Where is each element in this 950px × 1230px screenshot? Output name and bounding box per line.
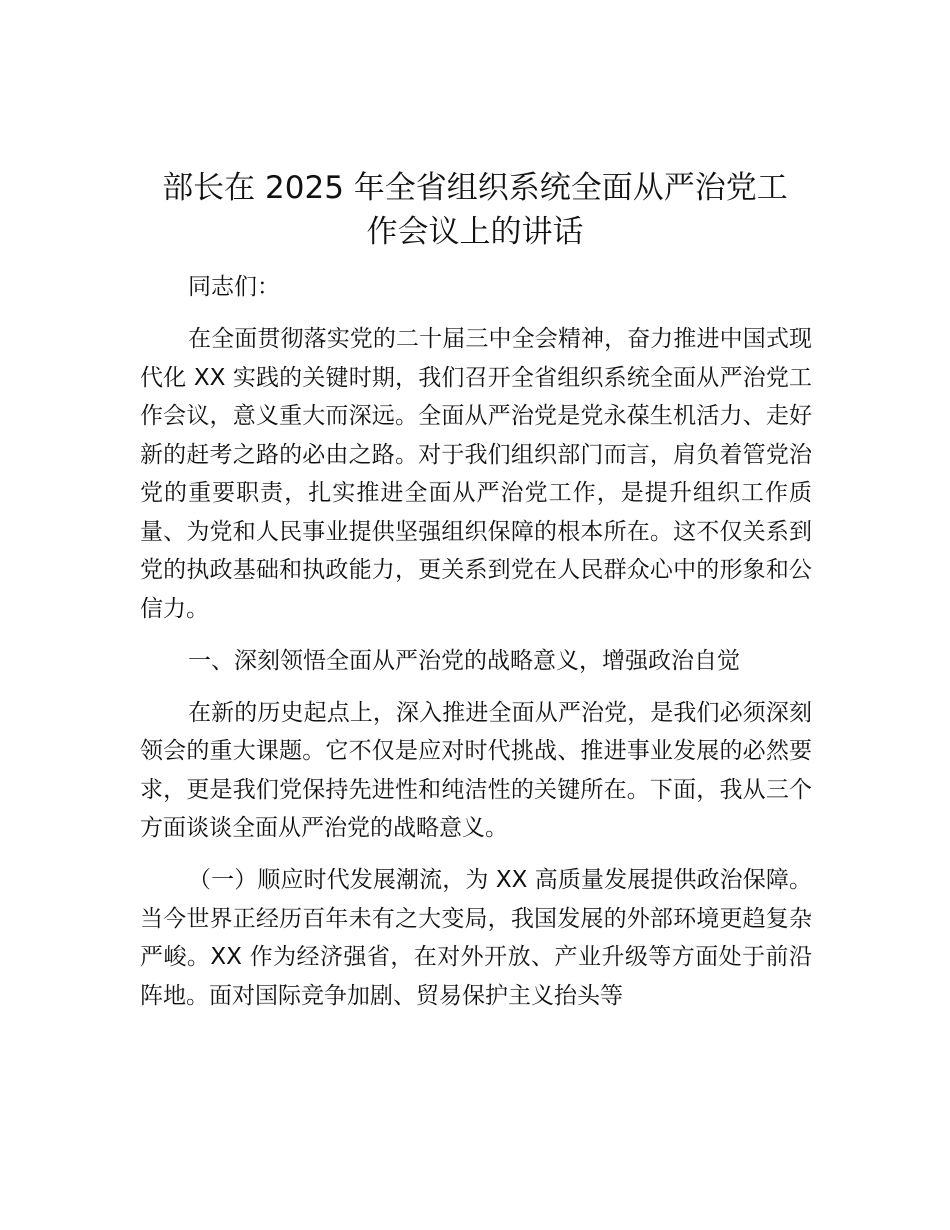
title-line-1: 部长在 2025 年全省组织系统全面从严治党工: [162, 170, 788, 206]
document-body: [140, 268, 812, 1029]
document-title: [140, 166, 810, 254]
paragraph-section-1: 在新的历史起点上，深入推进全面从严治党，是我们必须深刻领会的重大课题。它不仅是应对时代挑战、推进事业发展的必然要求，更是我们党保持先进性和纯洁性的关键所在。下面，我从三个方面谈谈全面从严治党的战略意义。: [140, 699, 812, 841]
section-heading-1: 一、深刻领悟全面从严治党的战略意义，增强政治自觉: [188, 647, 740, 674]
title-line-2: 作会议上的讲话: [366, 214, 584, 250]
paragraph-subsection-1: （一）顺应时代发展潮流，为 XX 高质量发展提供政治保障。当今世界正经历百年未有之大变局，我国发展的外部环境更趋复杂严峻。XX 作为经济强省，在对外开放、产业升级等方面处于前沿阵地。面对国际竞争加剧、贸易保护主义抬头等: [140, 867, 812, 1009]
paragraph-intro: 在全面贯彻落实党的二十届三中全会精神，奋力推进中国式现代化 XX 实践的关键时期，我们召开全省组织系统全面从严治党工作会议，意义重大而深远。全面从严治党是党永葆生机活力、走好新的赶考之路的必由之路。对于我们组织部门而言，肩负着管党治党的重要职责，扎实推进全面从严治党工作，是提升组织工作质量、为党和人民事业提供坚强组织保障的根本所在。这不仅关系到党的执政基础和执政能力，更关系到党在人民群众心中的形象和公信力。: [140, 326, 812, 622]
salutation: 同志们：: [188, 274, 280, 300]
